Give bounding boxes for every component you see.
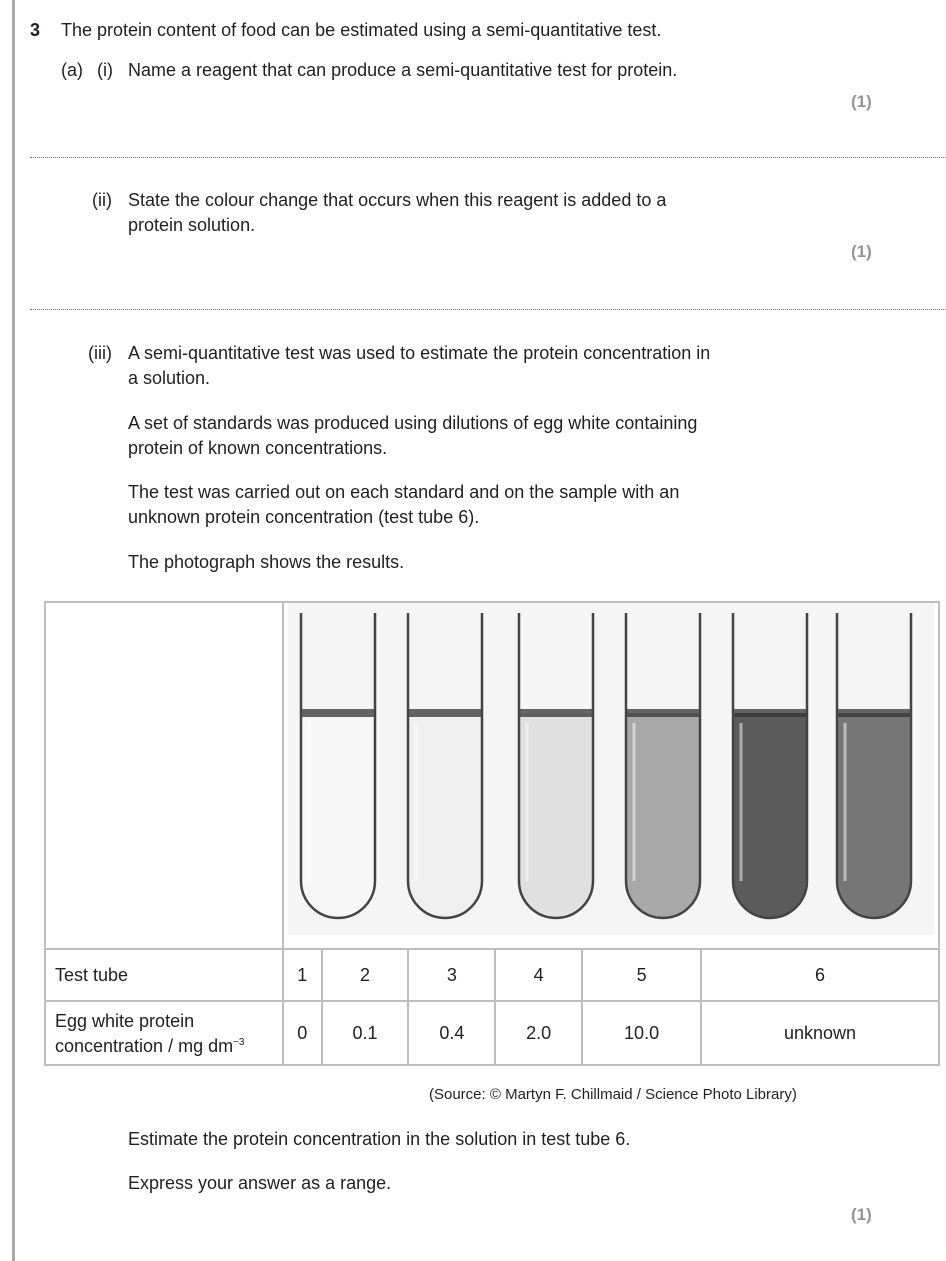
empty-cell: [45, 602, 283, 949]
test-tubes-image: [284, 603, 938, 943]
tube-meniscus: [519, 709, 593, 717]
tube-meniscus: [408, 709, 482, 717]
tube-meniscus: [837, 709, 911, 717]
part-iii-p3-1: The test was carried out on each standard and on the sample with an: [128, 482, 680, 502]
tube-liquid: [301, 713, 375, 918]
margin-bar: [12, 0, 15, 1261]
concentration-value: 0: [283, 1001, 322, 1065]
concentration-label-2: concentration / mg dm: [55, 1035, 234, 1056]
tube-liquid: [519, 713, 593, 918]
row-label-test-tube: Test tube: [45, 949, 283, 1001]
concentration-value: 10.0: [582, 1001, 701, 1065]
part-iii-p2-1: A set of standards was produced using dilutions of egg white containing: [128, 413, 698, 433]
tube-number: 4: [495, 949, 582, 1001]
part-iii-p1-2: a solution.: [128, 368, 211, 388]
tube-liquid: [626, 713, 700, 918]
concentration-value: 0.4: [408, 1001, 495, 1065]
test-tubes-photo: [283, 602, 939, 949]
tube-liquid: [408, 713, 482, 918]
tube-liquid: [733, 713, 807, 918]
answer-line-i[interactable]: [30, 157, 946, 158]
tube-number: 5: [582, 949, 701, 1001]
part-iii-p4: The photograph shows the results.: [128, 552, 405, 572]
tube-liquid: [837, 713, 911, 918]
tube-number: 2: [322, 949, 409, 1001]
concentration-value: 0.1: [322, 1001, 409, 1065]
question-number: 3: [30, 20, 41, 40]
estimate-instruction: Estimate the protein concentration in the solution in test tube 6.: [128, 1129, 631, 1149]
tube-meniscus: [626, 709, 700, 717]
part-i-text: Name a reagent that can produce a semi-quantitative test for protein.: [128, 60, 678, 80]
tube-meniscus: [733, 709, 807, 717]
part-i-label: (i): [97, 60, 113, 80]
photo-source: (Source: © Martyn F. Chillmaid / Science Photo Library): [429, 1086, 797, 1103]
part-i-marks: (1): [851, 92, 872, 111]
part-ii-text-1: State the colour change that occurs when this reagent is added to a: [128, 190, 667, 210]
part-ii-marks: (1): [851, 242, 872, 261]
part-a-label: (a): [61, 60, 83, 80]
part-iii-p3-2: unknown protein concentration (test tube 6).: [128, 507, 480, 527]
tube-number: 1: [283, 949, 322, 1001]
part-iii-marks: (1): [851, 1205, 872, 1224]
tube-meniscus: [301, 709, 375, 717]
part-ii-label: (ii): [92, 190, 112, 210]
concentration-label-1: Egg white protein: [55, 1010, 195, 1031]
part-ii-text-2: protein solution.: [128, 215, 256, 235]
unit-exponent: −3: [233, 1036, 245, 1048]
concentration-value: 2.0: [495, 1001, 582, 1065]
answer-line-ii[interactable]: [30, 309, 946, 310]
concentration-value: unknown: [701, 1001, 939, 1065]
row-label-concentration: [45, 1001, 283, 1065]
express-instruction: Express your answer as a range.: [128, 1173, 392, 1193]
part-iii-label: (iii): [88, 343, 112, 363]
tube-number: 6: [701, 949, 939, 1001]
results-table: [44, 601, 940, 1066]
tube-number: 3: [408, 949, 495, 1001]
question-stem: The protein content of food can be estimated using a semi-quantitative test.: [61, 20, 662, 40]
part-iii-p1-1: A semi-quantitative test was used to estimate the protein concentration in: [128, 343, 711, 363]
part-iii-p2-2: protein of known concentrations.: [128, 438, 388, 458]
